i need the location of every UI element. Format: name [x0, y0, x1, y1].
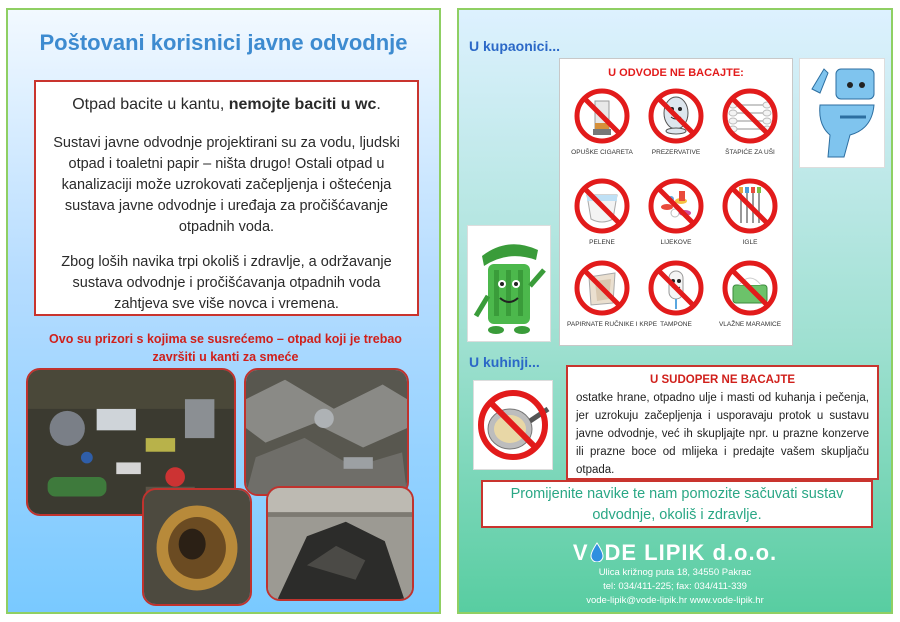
poster-title: U ODVODE NE BACAJTE: — [608, 67, 744, 79]
poster-item-label: LIJEKOVE — [660, 239, 692, 246]
company-name — [459, 540, 891, 566]
do-not-flush-poster — [559, 58, 793, 346]
sink-warning-box — [566, 365, 879, 480]
pills-icon — [647, 177, 705, 235]
photos-caption: Ovo su prizori s kojima se susrećemo – otpad koji je trebao završiti u kanti za smeće — [49, 332, 402, 364]
tampon-icon — [647, 259, 705, 317]
sewer-waste-photo-2 — [244, 368, 409, 496]
bathroom-heading: U kupaonici... — [469, 38, 561, 54]
poster-item — [641, 259, 711, 328]
intro-lead — [48, 94, 405, 115]
intro-box — [34, 80, 419, 316]
page-title: Poštovani korisnici javne odvodnje — [39, 30, 408, 55]
poster-item-label: TAMPONE — [660, 321, 692, 328]
frying-pan-icon — [473, 380, 553, 470]
company-name-post: DE LIPIK d.o.o. — [604, 540, 778, 565]
poster-item — [567, 259, 658, 328]
company-address: Ulica križnog puta 18, 34550 Pakrac — [598, 567, 752, 578]
screened-waste-photo-image — [268, 488, 412, 599]
poster-item-label: ŠTAPIĆE ZA UŠI — [725, 149, 775, 156]
sink-text: ostatke hrane, otpadno ulje i masti od kuhanja i pečenja, jer uzrokuju začepljenja i usporavaju protok u sustavu javne odvodnje, već ih skupljajte npr. u prazne konzerve ili prazne boce od mlijeka i predajte vašem skupljaču otpada. — [576, 392, 869, 476]
needle-icon — [721, 177, 779, 235]
wet-wipes-icon — [721, 259, 779, 317]
screened-waste-photo — [266, 486, 414, 601]
paper-towel-icon — [573, 259, 631, 317]
poster-item-label: PELENE — [589, 239, 615, 246]
company-contacts[interactable]: vode-lipik@vode-lipik.hr www.vode-lipik.hr — [586, 595, 764, 606]
intro-paragraph-1: Sustavi javne odvodnje projektirani su za vodu, ljudski otpad i toaletni papir – ništa drugo! Ostali otpad u kanalizaciji može uzrokovati začepljenja i oštećenja sustava javne odvodnje i uređaja za pročišćavanje otpadnih voda. — [53, 135, 400, 235]
right-leaflet-page — [457, 8, 893, 614]
poster-item-label: PREZERVATIVE — [651, 149, 701, 156]
cotton-swab-icon — [721, 87, 779, 145]
kitchen-heading: U kuhinji... — [469, 354, 540, 370]
poster-item — [567, 87, 637, 156]
poster-item — [715, 259, 785, 328]
toilet-mascot-icon — [799, 58, 885, 168]
poster-item — [641, 177, 711, 246]
sewer-waste-photo-2-image — [246, 370, 407, 494]
intro-lead-bold: nemojte baciti u wc — [228, 96, 377, 113]
poster-item — [715, 177, 785, 246]
poster-item-label: IGLE — [742, 239, 758, 246]
company-phones: tel: 034/411-225; fax: 034/411-339 — [603, 581, 747, 592]
diaper-icon — [573, 177, 631, 235]
poster-item — [641, 87, 711, 156]
sink-heading: U SUDOPER NE BACAJTE — [649, 374, 796, 386]
left-leaflet-page — [6, 8, 441, 614]
intro-paragraph-2: Zbog loših navika trpi okoliš i zdravlje, a održavanje sustava odvodnje i pročišćavanja otpadnih voda zahtjeva sve više novca i vremena. — [61, 254, 392, 312]
water-drop-logo-icon — [590, 542, 604, 562]
intro-lead-end: . — [376, 96, 381, 113]
poster-item-label: PAPIRNATE RUČNIKE I KRPE — [567, 321, 658, 328]
poster-item-label: OPUŠKE CIGARETA — [571, 149, 633, 156]
condom-icon — [647, 87, 705, 145]
poster-item — [567, 177, 637, 246]
clogged-pipe-photo — [142, 488, 252, 606]
poster-item — [715, 87, 785, 156]
clogged-pipe-photo-image — [144, 490, 250, 604]
poster-item-label: VLAŽNE MARAMICE — [718, 321, 782, 328]
cigarette-icon — [573, 87, 631, 145]
company-name-pre: V — [572, 540, 589, 565]
intro-lead-plain: Otpad bacite u kantu, — [72, 96, 225, 113]
trash-bin-mascot-icon — [467, 225, 551, 342]
call-to-action: Promijenite navike te nam pomozite sačuvati sustav odvodnje, okoliš i zdravlje. — [481, 480, 873, 528]
